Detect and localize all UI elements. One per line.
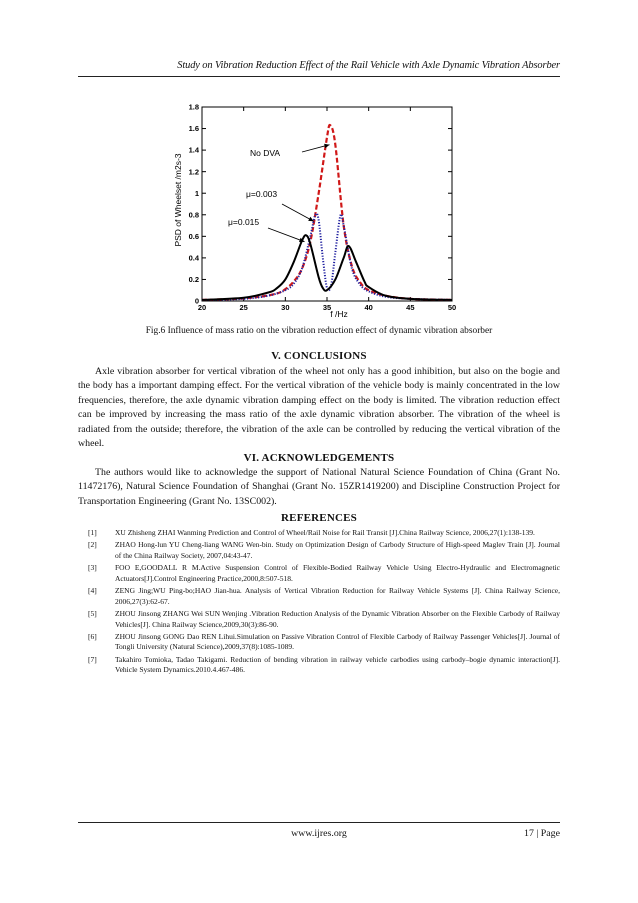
- footer-page-number: 17 | Page: [524, 828, 560, 839]
- x-tick-label: 35: [322, 303, 332, 312]
- reference-number: [2]: [88, 540, 97, 550]
- annotation-label: μ=0.015: [228, 217, 260, 227]
- reference-number: [3]: [88, 563, 97, 573]
- footer-url: www.ijres.org: [291, 828, 347, 839]
- reference-item: [78, 632, 560, 653]
- reference-text: XU Zhisheng ZHAI Wanming Prediction and Control of Wheel/Rail Noise for Rail Transit [J].China Railway Science, 2006,27(1):138-139.: [115, 528, 535, 537]
- conclusions-body: Axle vibration absorber for vertical vibration of the wheel not only has a good inhibition, but also on the bogie and the body has a important damping effect. For the vertical vibration of the vehicle body is mainly concentrated in the low frequencies, therefore, the axle dynamic vibration damping effect on the body is limited. The vibration reduction effect can be improved by increasing the mass ratio of the axle dynamic vibration absorber. The vibration of the wheel is radiated from the outside; therefore, the vibration of the axle can be controlled by reducing the vertical vibration of the wheel.: [78, 366, 560, 450]
- figure-caption: Fig.6 Influence of mass ratio on the vibration reduction effect of dynamic vibration absorber: [145, 326, 493, 336]
- y-tick-label: 1.8: [188, 102, 199, 112]
- figure-6: [160, 96, 470, 321]
- psd-chart: [160, 96, 470, 321]
- references-list: [78, 528, 560, 678]
- reference-item: [78, 609, 560, 630]
- reference-number: [7]: [88, 654, 97, 664]
- x-tick-label: 50: [447, 303, 457, 312]
- y-tick-label: 0: [194, 296, 199, 306]
- y-tick-label: 0.6: [188, 231, 199, 241]
- x-tick-label: 40: [364, 303, 373, 312]
- reference-item: [78, 540, 560, 561]
- y-tick-label: 1.2: [188, 167, 199, 177]
- acknowledgements-body: The authors would like to acknowledge the support of National Natural Science Foundation of China (Grant No. 11472176), Natural Science Foundation of Shanghai (Grant No. 15ZR1419200) and Discipline Construction Project for Transportation Engineering (Grant No. 13SC002).: [78, 467, 560, 507]
- reference-number: [6]: [88, 631, 97, 641]
- reference-text: ZHAO Hong-lun YU Cheng-liang WANG Wen-bin. Study on Optimization Design of Carbody Structure of High-speed Maglev Train [J]. Journal of the China Railway Society, 2007,04:43-47.: [115, 540, 560, 560]
- y-tick-label: 1.4: [188, 145, 199, 155]
- annotation-label: μ=0.003: [246, 189, 278, 199]
- running-head: Study on Vibration Reduction Effect of the Rail Vehicle with Axle Dynamic Vibration Absorber: [177, 60, 560, 71]
- header-rule: [78, 76, 560, 77]
- reference-item: [78, 655, 560, 676]
- references-heading: REFERENCES: [281, 512, 357, 524]
- x-tick-label: 45: [406, 303, 415, 312]
- reference-number: [5]: [88, 608, 97, 618]
- conclusions-heading: V. CONCLUSIONS: [271, 350, 367, 362]
- y-tick-label: 0.2: [188, 275, 199, 285]
- y-tick-label: 1.6: [188, 124, 199, 134]
- reference-item: [78, 586, 560, 607]
- x-axis-label: f /Hz: [330, 309, 348, 319]
- y-tick-label: 0.4: [188, 253, 199, 263]
- x-tick-label: 20: [197, 303, 207, 312]
- x-tick-label: 25: [239, 303, 248, 312]
- y-tick-label: 0.8: [188, 210, 199, 220]
- reference-text: FOO E,GOODALL R M.Active Suspension Control of Flexible-Bodied Railway Vehicle Using Electro-Hydraulic and Electromagnetic Actuators[J].Control Engineering Practice,2000,8:507-518.: [115, 563, 560, 583]
- reference-number: [1]: [88, 528, 97, 537]
- plot-frame: [202, 107, 452, 301]
- reference-text: ZHOU Jinsong GONG Dao REN Lihui.Simulation on Passive Vibration Control of Flexible Carbody of Railway Passenger Vehicles[J]. Journal of Tongli University (Natural Science),2009,37(8):1085-1089.: [115, 631, 560, 652]
- footer-rule: [78, 822, 560, 823]
- reference-text: ZENG Jing;WU Ping-bo;HAO Jian-hua. Analysis of Vertical Vibration Reduction for Railway Vehicle Systems [J]. China Railway Science, 2006,27(3):62-67.: [115, 586, 560, 606]
- y-tick-label: 1: [194, 188, 199, 198]
- reference-number: [4]: [88, 586, 97, 596]
- reference-text: ZHOU Jinsong ZHANG Wei SUN Wenjing .Vibration Reduction Analysis of the Dynamic Vibration Absorber on the Flexible Carbody of Railway Vehicles[J]. China Railway Science,2009,30(3):86-90.: [115, 608, 560, 629]
- annotation-label: No DVA: [250, 148, 281, 158]
- acknowledgements-heading: VI. ACKNOWLEDGEMENTS: [243, 452, 395, 464]
- reference-text: Takahiro Tomioka, Tadao Takigami. Reduction of bending vibration in railway vehicle carbodies using carbody–bogie dynamic interaction[J]. Vehicle System Dynamics.2010.4.467-486.: [115, 654, 560, 675]
- reference-item: [78, 563, 560, 584]
- x-tick-label: 30: [281, 303, 290, 312]
- reference-item: [78, 528, 560, 539]
- y-axis-label: PSD of Wheelset /m2s-3: [173, 153, 183, 247]
